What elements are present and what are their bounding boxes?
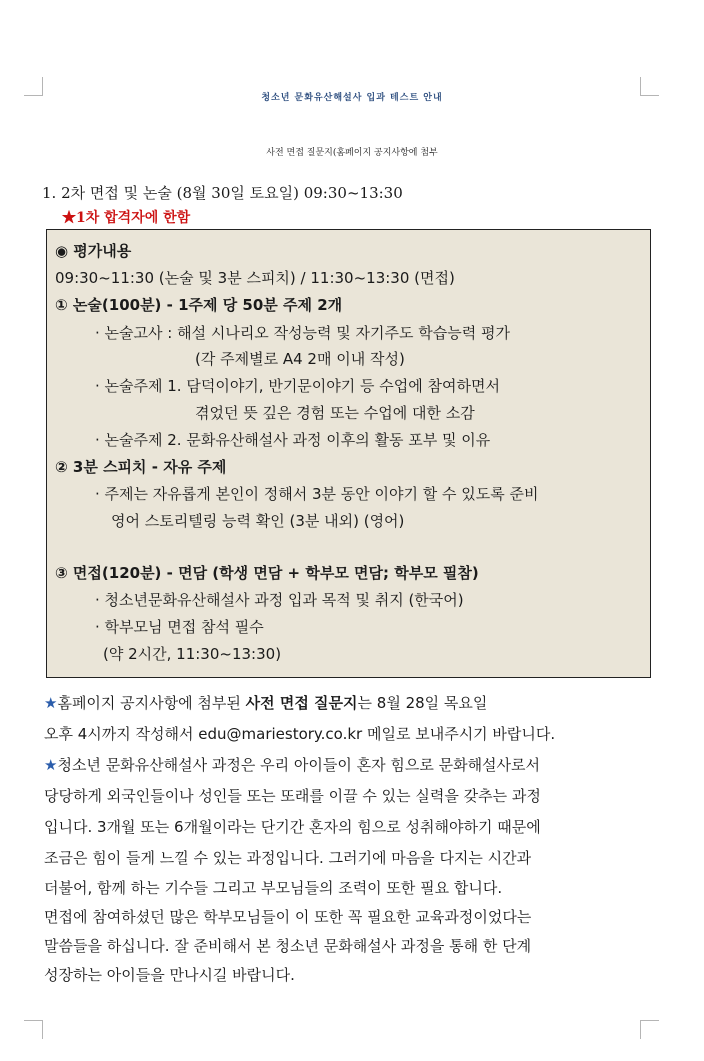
paragraph-text: 청소년 문화유산해설사 과정은 우리 아이들이 혼자 힘으로 문화해설사로서 [57, 756, 541, 774]
item-essay-bullet-1-cont: (각 주제별로 A4 2매 이내 작성) [195, 350, 405, 368]
item-essay-bullet-2: · 논술주제 1. 담덕이야기, 반기문이야기 등 수업에 참여하면서 [95, 377, 500, 395]
page-corner-mark-bottom-left [24, 1020, 43, 1039]
section-heading-1: 1. 2차 면접 및 논술 (8월 30일 토요일) 09:30~13:30 [42, 184, 403, 202]
paragraph-text: 는 8월 28일 목요일 [357, 694, 488, 712]
document-title: 청소년 문화유산해설사 입과 테스트 안내 [261, 93, 443, 103]
item-interview-bullet-2-cont: (약 2시간, 11:30~13:30) [103, 645, 282, 663]
paragraph-closing-line-2: 말씀들을 하십니다. 잘 준비해서 본 청소년 문화해설사 과정을 통해 한 단계 [44, 937, 532, 955]
item-speech-bullet-1-cont: 영어 스토리텔링 능력 확인 (3분 내외) (영어) [111, 512, 405, 530]
item-speech: ② 3분 스피치 - 자유 주제 [55, 458, 227, 476]
paragraph-course-line-4: 조금은 힘이 들게 느낄 수 있는 과정입니다. 그러기에 마음을 다지는 시간과 [44, 849, 532, 867]
paragraph-course-line-1 [44, 754, 540, 775]
star-icon: ★ [44, 694, 58, 712]
document-subtitle: 사전 면접 질문지(홈페이지 공지사항에 첨부 [266, 148, 438, 158]
paragraph-questionnaire-line-2: 오후 4시까지 작성해서 edu@mariestory.co.kr 메일로 보내주시기 바랍니다. [44, 725, 556, 743]
item-essay-bullet-1: · 논술고사 : 해설 시나리오 작성능력 및 자기주도 학습능력 평가 [95, 324, 510, 342]
item-interview-bullet-1: · 청소년문화유산해설사 과정 입과 목적 및 취지 (한국어) [95, 591, 464, 609]
paragraph-questionnaire-line-1 [44, 692, 487, 713]
page-corner-mark-bottom-right [640, 1020, 659, 1039]
box-schedule: 09:30~11:30 (논술 및 3분 스피치) / 11:30~13:30 (면접) [55, 269, 455, 287]
paragraph-course-line-5: 더불어, 함께 하는 기수들 그리고 부모님들의 조력이 또한 필요 합니다. [44, 879, 503, 897]
paragraph-closing-line-3: 성장하는 아이들을 만나시길 바랍니다. [44, 966, 295, 984]
item-essay-bullet-3: · 논술주제 2. 문화유산해설사 과정 이후의 활동 포부 및 이유 [95, 431, 491, 449]
paragraph-course-line-2: 당당하게 외국인들이나 성인들 또는 또래를 이끌 수 있는 실력을 갖추는 과정 [44, 787, 541, 805]
paragraph-closing-line-1: 면접에 참여하셨던 많은 학부모님들이 이 또한 꼭 필요한 교육과정이었다는 [44, 908, 532, 926]
paragraph-text: 홈페이지 공지사항에 첨부된 [57, 694, 246, 712]
item-essay-bullet-2-cont: 겪었던 뜻 깊은 경험 또는 수업에 대한 소감 [195, 404, 475, 422]
qualifier-note: ★1차 합격자에 한함 [62, 210, 191, 226]
item-interview-bullet-2: · 학부모님 면접 참석 필수 [95, 618, 264, 636]
box-heading: ◉ 평가내용 [55, 242, 132, 260]
item-speech-bullet-1: · 주제는 자유롭게 본인이 정해서 3분 동안 이야기 할 수 있도록 준비 [95, 485, 539, 503]
item-interview: ③ 면접(120분) - 면담 (학생 면담 + 학부모 면담; 학부모 필참) [55, 564, 479, 582]
star-icon: ★ [44, 756, 58, 774]
item-essay: ① 논술(100분) - 1주제 당 50분 주제 2개 [55, 296, 343, 314]
evaluation-box [46, 229, 651, 678]
questionnaire-emphasis: 사전 면접 질문지 [245, 694, 358, 712]
paragraph-course-line-3: 입니다. 3개월 또는 6개월이라는 단기간 혼자의 힘으로 성취해야하기 때문에 [44, 818, 541, 836]
